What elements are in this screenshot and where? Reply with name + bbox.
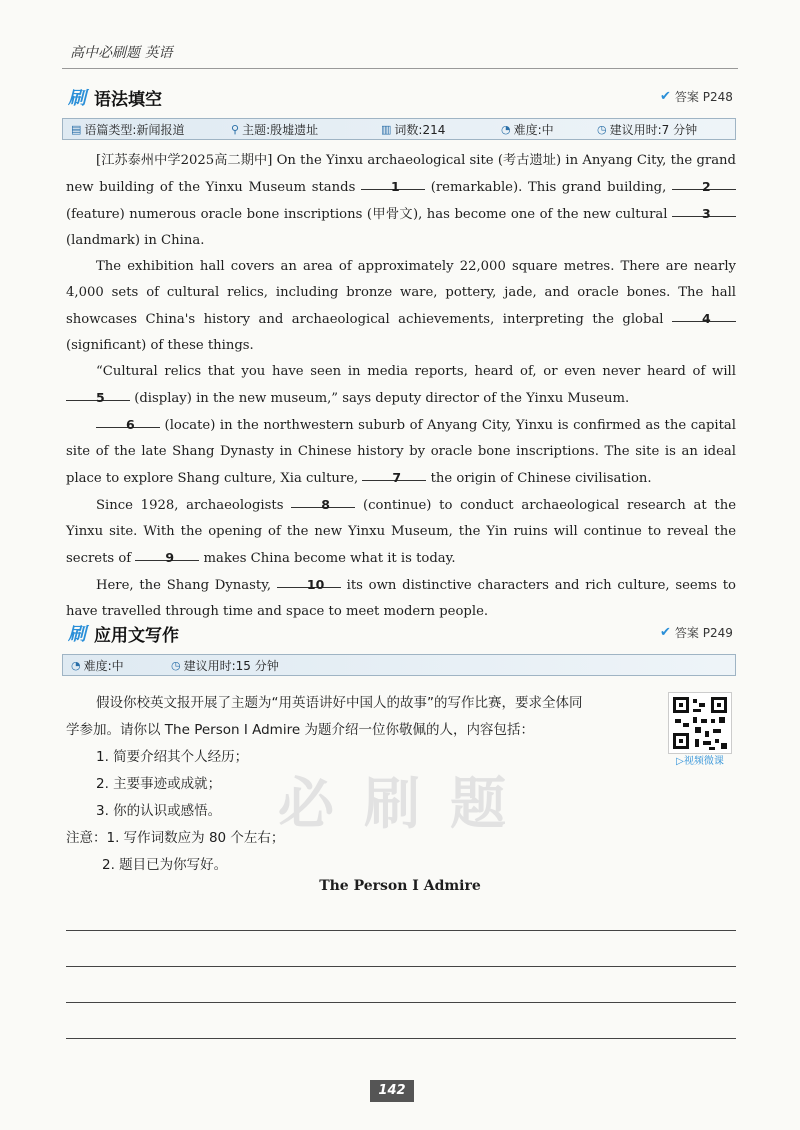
gauge-icon: ◔ <box>501 122 511 136</box>
blank-9[interactable]: 9 <box>135 545 199 561</box>
paragraph-6: Here, the Shang Dynasty, 10 its own distinctive characters and rich culture, seems to have travelled through time and space to meet modern people. <box>66 572 736 625</box>
paragraph-3: “Cultural relics that you have seen in media reports, heard of, or even never heard of will 5 (display) in the new museum,” says deputy director of the Yinxu Museum. <box>66 359 736 412</box>
blank-1[interactable]: 1 <box>361 174 425 190</box>
info-time: ◷ 建议用时:7 分钟 <box>597 122 698 137</box>
info-bar <box>62 654 736 676</box>
counter-icon: ▥ <box>381 122 392 136</box>
info-words: ▥ 词数:214 <box>381 122 446 137</box>
section-logo: 刷 <box>68 88 86 109</box>
section-grammar-header <box>68 84 162 110</box>
writing-prompt <box>66 690 666 879</box>
blank-4[interactable]: 4 <box>672 306 736 322</box>
info-time: ◷ 建议用时:15 分钟 <box>171 658 279 673</box>
section-writing-header <box>68 620 179 646</box>
prompt-note: 2. 题目已为你写好。 <box>102 857 228 873</box>
info-difficulty: ◔ 难度:中 <box>501 122 554 137</box>
writing-line[interactable] <box>66 1002 736 1003</box>
info-difficulty: ◔ 难度:中 <box>71 658 124 673</box>
prompt-line: 假设你校英文报开展了主题为“用英语讲好中国人的故事”的写作比赛，要求全体同 <box>96 695 583 711</box>
paragraph-4: 6 (locate) in the northwestern suburb of Anyang City, Yinxu is confirmed as the capital site of the late Shang Dynasty in Chinese history by oracle bone inscriptions. The site is an ideal place to explore Shang culture, Xia culture, 7 the origin of Chinese civilisation. <box>66 412 736 492</box>
paragraph-2: The exhibition hall covers an area of approximately 22,000 square metres. There are nearly 4,000 sets of cultural relics, including bronze ware, pottery, jade, and oracle bones. The hall showcases China's history and archaeological achievements, interpreting the global 4 (significant) of these things. <box>66 259 736 353</box>
header-divider <box>62 68 738 69</box>
blank-7[interactable]: 7 <box>362 465 426 481</box>
gauge-icon: ◔ <box>71 658 81 672</box>
prompt-line: 学参加。请你以 The Person I Admire 为题介绍一位你敬佩的人，内容包括： <box>66 722 534 738</box>
writing-line[interactable] <box>66 966 736 967</box>
clock-icon: ◷ <box>171 658 181 672</box>
blank-5[interactable]: 5 <box>66 385 130 401</box>
answer-ref[interactable] <box>660 624 733 641</box>
section-title: 语法填空 <box>94 89 162 110</box>
answer-ref-label: 答案 P248 <box>674 90 733 104</box>
blank-8[interactable]: 8 <box>291 492 355 508</box>
page-number: 142 <box>370 1080 414 1102</box>
info-topic: ⚲ 主题:殷墟遗址 <box>231 122 319 137</box>
blank-10[interactable]: 10 <box>277 572 341 588</box>
answer-ref-label: 答案 P249 <box>674 626 733 640</box>
check-icon: ✔ <box>660 89 671 104</box>
answer-ref[interactable] <box>660 88 733 105</box>
blank-3[interactable]: 3 <box>672 201 736 217</box>
check-icon: ✔ <box>660 625 671 640</box>
paragraph-1: [江苏泰州中学2025高二期中] On the Yinxu archaeological site (考古遗址) in Anyang City, the grand new building of the Yinxu Museum stands 1 (remarkable). This grand building, 2 (feature) numerous oracle bone inscriptions (甲骨文), has become one of the new cultural 3 (landmark) in China. <box>66 153 736 248</box>
passage <box>66 148 736 625</box>
running-header: 高中必刷题 英语 <box>70 45 173 61</box>
prompt-item: 2. 主要事迹或成就； <box>96 776 222 792</box>
prompt-item: 1. 简要介绍其个人经历； <box>96 749 249 765</box>
document-icon: ▤ <box>71 122 82 136</box>
prompt-note: 注意：1. 写作词数应为 80 个左右； <box>66 830 285 846</box>
info-type: ▤ 语篇类型:新闻报道 <box>71 122 185 137</box>
prompt-item: 3. 你的认识或感悟。 <box>96 803 222 819</box>
blank-2[interactable]: 2 <box>672 174 736 190</box>
play-icon: ▷ <box>676 756 684 767</box>
video-lesson-label[interactable]: ▷视频微课 <box>676 756 724 767</box>
paragraph-5: Since 1928, archaeologists 8 (continue) to conduct archaeological research at the Yinxu site. With the opening of the new Yinxu Museum, the Yin ruins will continue to reveal the secrets of 9 makes China become what it is today. <box>66 492 736 572</box>
section-title: 应用文写作 <box>94 625 179 646</box>
clock-icon: ◷ <box>597 122 607 136</box>
section-logo: 刷 <box>68 624 86 645</box>
composition-title: The Person I Admire <box>319 878 481 894</box>
writing-line[interactable] <box>66 1038 736 1039</box>
writing-line[interactable] <box>66 930 736 931</box>
watermark: 必刷题 <box>278 772 536 837</box>
blank-6[interactable]: 6 <box>96 412 160 428</box>
info-bar <box>62 118 736 140</box>
search-icon: ⚲ <box>231 122 240 136</box>
qr-code[interactable] <box>668 692 732 754</box>
